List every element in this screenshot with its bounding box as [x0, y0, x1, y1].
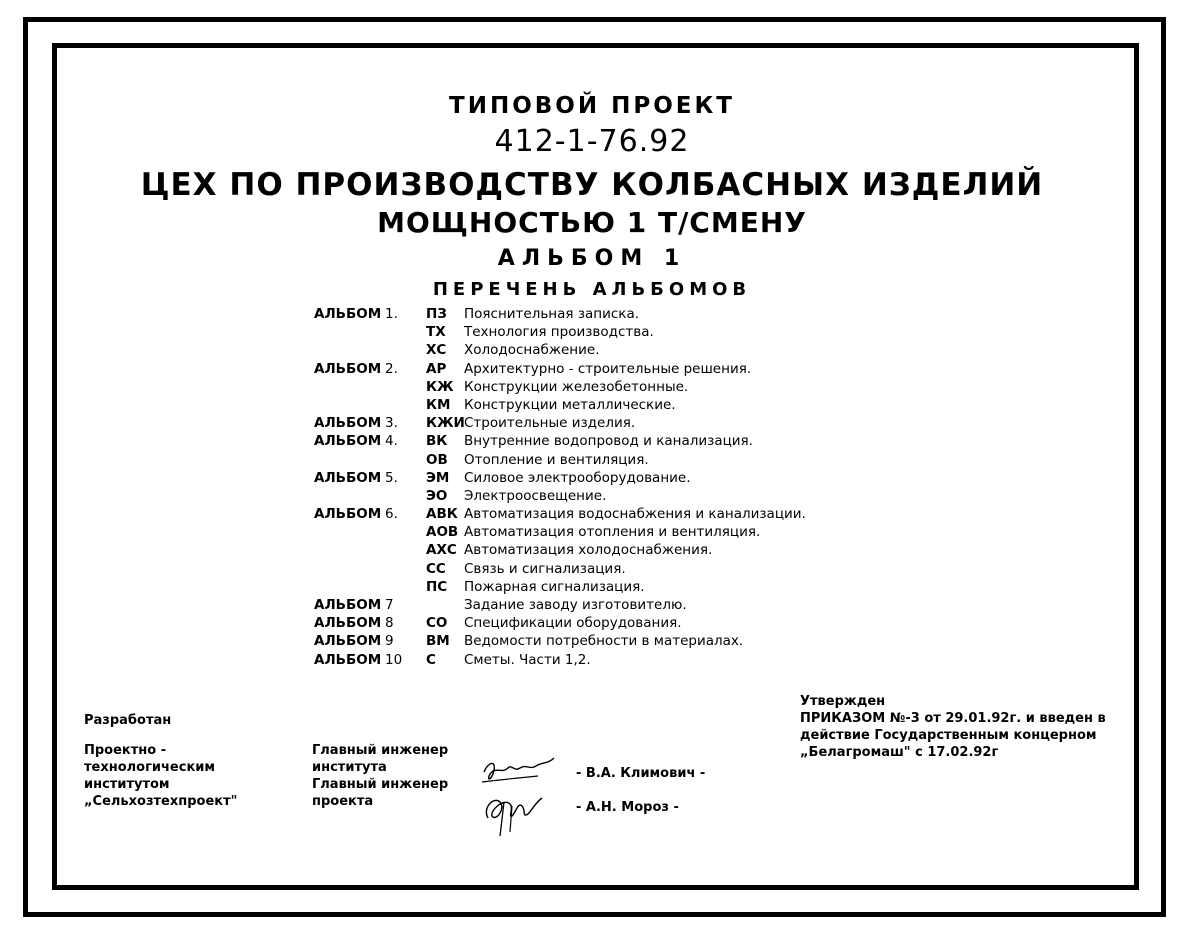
- album-description: Автоматизация отопления и вентиляция.: [464, 524, 761, 541]
- album-label-cell: АЛЬБОМ: [314, 633, 382, 650]
- developed-label: Разработан: [84, 713, 172, 728]
- album-number: 5.: [385, 469, 398, 486]
- album-label-cell: АЛЬБОМ: [314, 597, 382, 613]
- type-label: ТИПОВОЙ ПРОЕКТ: [449, 93, 735, 119]
- album-code: ЭМ: [426, 469, 450, 486]
- album-code: КЖИ: [426, 415, 465, 432]
- album-description: Автоматизация холодоснабжения.: [464, 542, 713, 559]
- title-line-1: ЦЕХ ПО ПРОИЗВОДСТВУ КОЛБАСНЫХ ИЗДЕЛИЙ: [140, 167, 1044, 203]
- album-code: С: [426, 651, 436, 668]
- album-number: 2.: [385, 360, 398, 377]
- album-code: СО: [426, 615, 448, 632]
- album-description: Автоматизация водоснабжения и канализации.: [464, 506, 806, 523]
- album-number: 10: [385, 651, 403, 668]
- album-label-cell: АЛЬБОМ: [314, 433, 382, 450]
- developed-line-4: „Сельхозтехпроект": [84, 794, 238, 809]
- album-code: ТХ: [426, 324, 446, 341]
- project-number: 412-1-76.92: [494, 124, 690, 159]
- album-code: ХС: [426, 342, 447, 359]
- title-line-2: МОЩНОСТЬЮ 1 Т/СМЕНУ: [377, 206, 807, 239]
- album-description: Конструкции железобетонные.: [464, 378, 689, 395]
- album-number: 7: [385, 597, 394, 613]
- signature-moroz-icon: [478, 788, 548, 840]
- album-code: ОВ: [426, 451, 448, 468]
- album-code: СС: [426, 560, 446, 577]
- album-label-cell: АЛЬБОМ: [314, 415, 382, 432]
- album-number: 6.: [385, 506, 398, 523]
- album-description: Силовое электрооборудование.: [464, 469, 691, 486]
- album-number: 9: [385, 633, 394, 650]
- role2-line-2: проекта: [312, 794, 374, 809]
- album-description: Электроосвещение.: [464, 487, 607, 504]
- role2-line-1: Главный инженер: [312, 777, 449, 792]
- album-description: Спецификации оборудования.: [464, 615, 682, 632]
- album-code: ПС: [426, 578, 448, 595]
- album-label-cell: АЛЬБОМ: [314, 506, 382, 523]
- album-description: Ведомости потребности в материалах.: [464, 633, 744, 650]
- album-number: 8: [385, 615, 394, 632]
- approved-block: [800, 693, 1106, 761]
- album-code: ПЗ: [426, 306, 447, 322]
- engineer-roles: [312, 742, 448, 810]
- approved-line-3: действие Государственным концерном: [800, 728, 1097, 743]
- role1-line-2: института: [312, 760, 387, 775]
- album-code: ВК: [426, 433, 448, 450]
- album-description: Технология производства.: [464, 324, 654, 341]
- approved-line-4: „Белагромаш" с 17.02.92г: [800, 745, 999, 760]
- developed-line-2: технологическим: [84, 760, 216, 775]
- album-label-cell: АЛЬБОМ: [314, 360, 382, 377]
- album-code: ЭО: [426, 487, 448, 504]
- developed-line-1: Проектно -: [84, 743, 167, 758]
- album-code: КМ: [426, 396, 451, 413]
- album-code: АВК: [426, 506, 458, 523]
- list-title: ПЕРЕЧЕНЬ АЛЬБОМОВ: [432, 279, 752, 300]
- album-description: Сметы. Части 1,2.: [464, 651, 591, 668]
- album-label-cell: АЛЬБОМ: [314, 469, 382, 486]
- approved-line-1: Утвержден: [800, 694, 886, 709]
- album-description: Отопление и вентиляция.: [464, 451, 649, 468]
- album-label: АЛЬБОМ 1: [497, 246, 687, 271]
- album-number: 1.: [385, 306, 398, 322]
- album-label-cell: АЛЬБОМ: [314, 306, 382, 322]
- name-moroz: - А.Н. Мороз -: [576, 800, 679, 815]
- album-code: КЖ: [426, 378, 454, 395]
- developed-block: [84, 742, 237, 810]
- name-klimovich: - В.А. Климович -: [576, 766, 706, 781]
- album-description: Конструкции металлические.: [464, 396, 676, 413]
- album-description: Задание заводу изготовителю.: [464, 597, 687, 613]
- album-label-cell: АЛЬБОМ: [314, 615, 382, 632]
- album-number: 3.: [385, 415, 398, 432]
- album-code: ВМ: [426, 633, 450, 650]
- album-number: 4.: [385, 433, 398, 450]
- album-code: АОВ: [426, 524, 459, 541]
- album-description: Внутренние водопровод и канализация.: [464, 433, 753, 450]
- developed-line-3: институтом: [84, 777, 170, 792]
- album-description: Холодоснабжение.: [464, 342, 600, 359]
- role1-line-1: Главный инженер: [312, 743, 449, 758]
- album-code: АР: [426, 360, 447, 377]
- approved-line-2: ПРИКАЗОМ №-3 от 29.01.92г. и введен в: [800, 711, 1106, 726]
- album-description: Пояснительная записка.: [464, 306, 640, 322]
- album-description: Связь и сигнализация.: [464, 560, 626, 577]
- album-code: АХС: [426, 542, 457, 559]
- album-description: Пожарная сигнализация.: [464, 578, 645, 595]
- album-label-cell: АЛЬБОМ: [314, 651, 382, 668]
- album-description: Архитектурно - строительные решения.: [464, 360, 752, 377]
- album-description: Строительные изделия.: [464, 415, 636, 432]
- signature-klimovich-icon: [478, 752, 558, 788]
